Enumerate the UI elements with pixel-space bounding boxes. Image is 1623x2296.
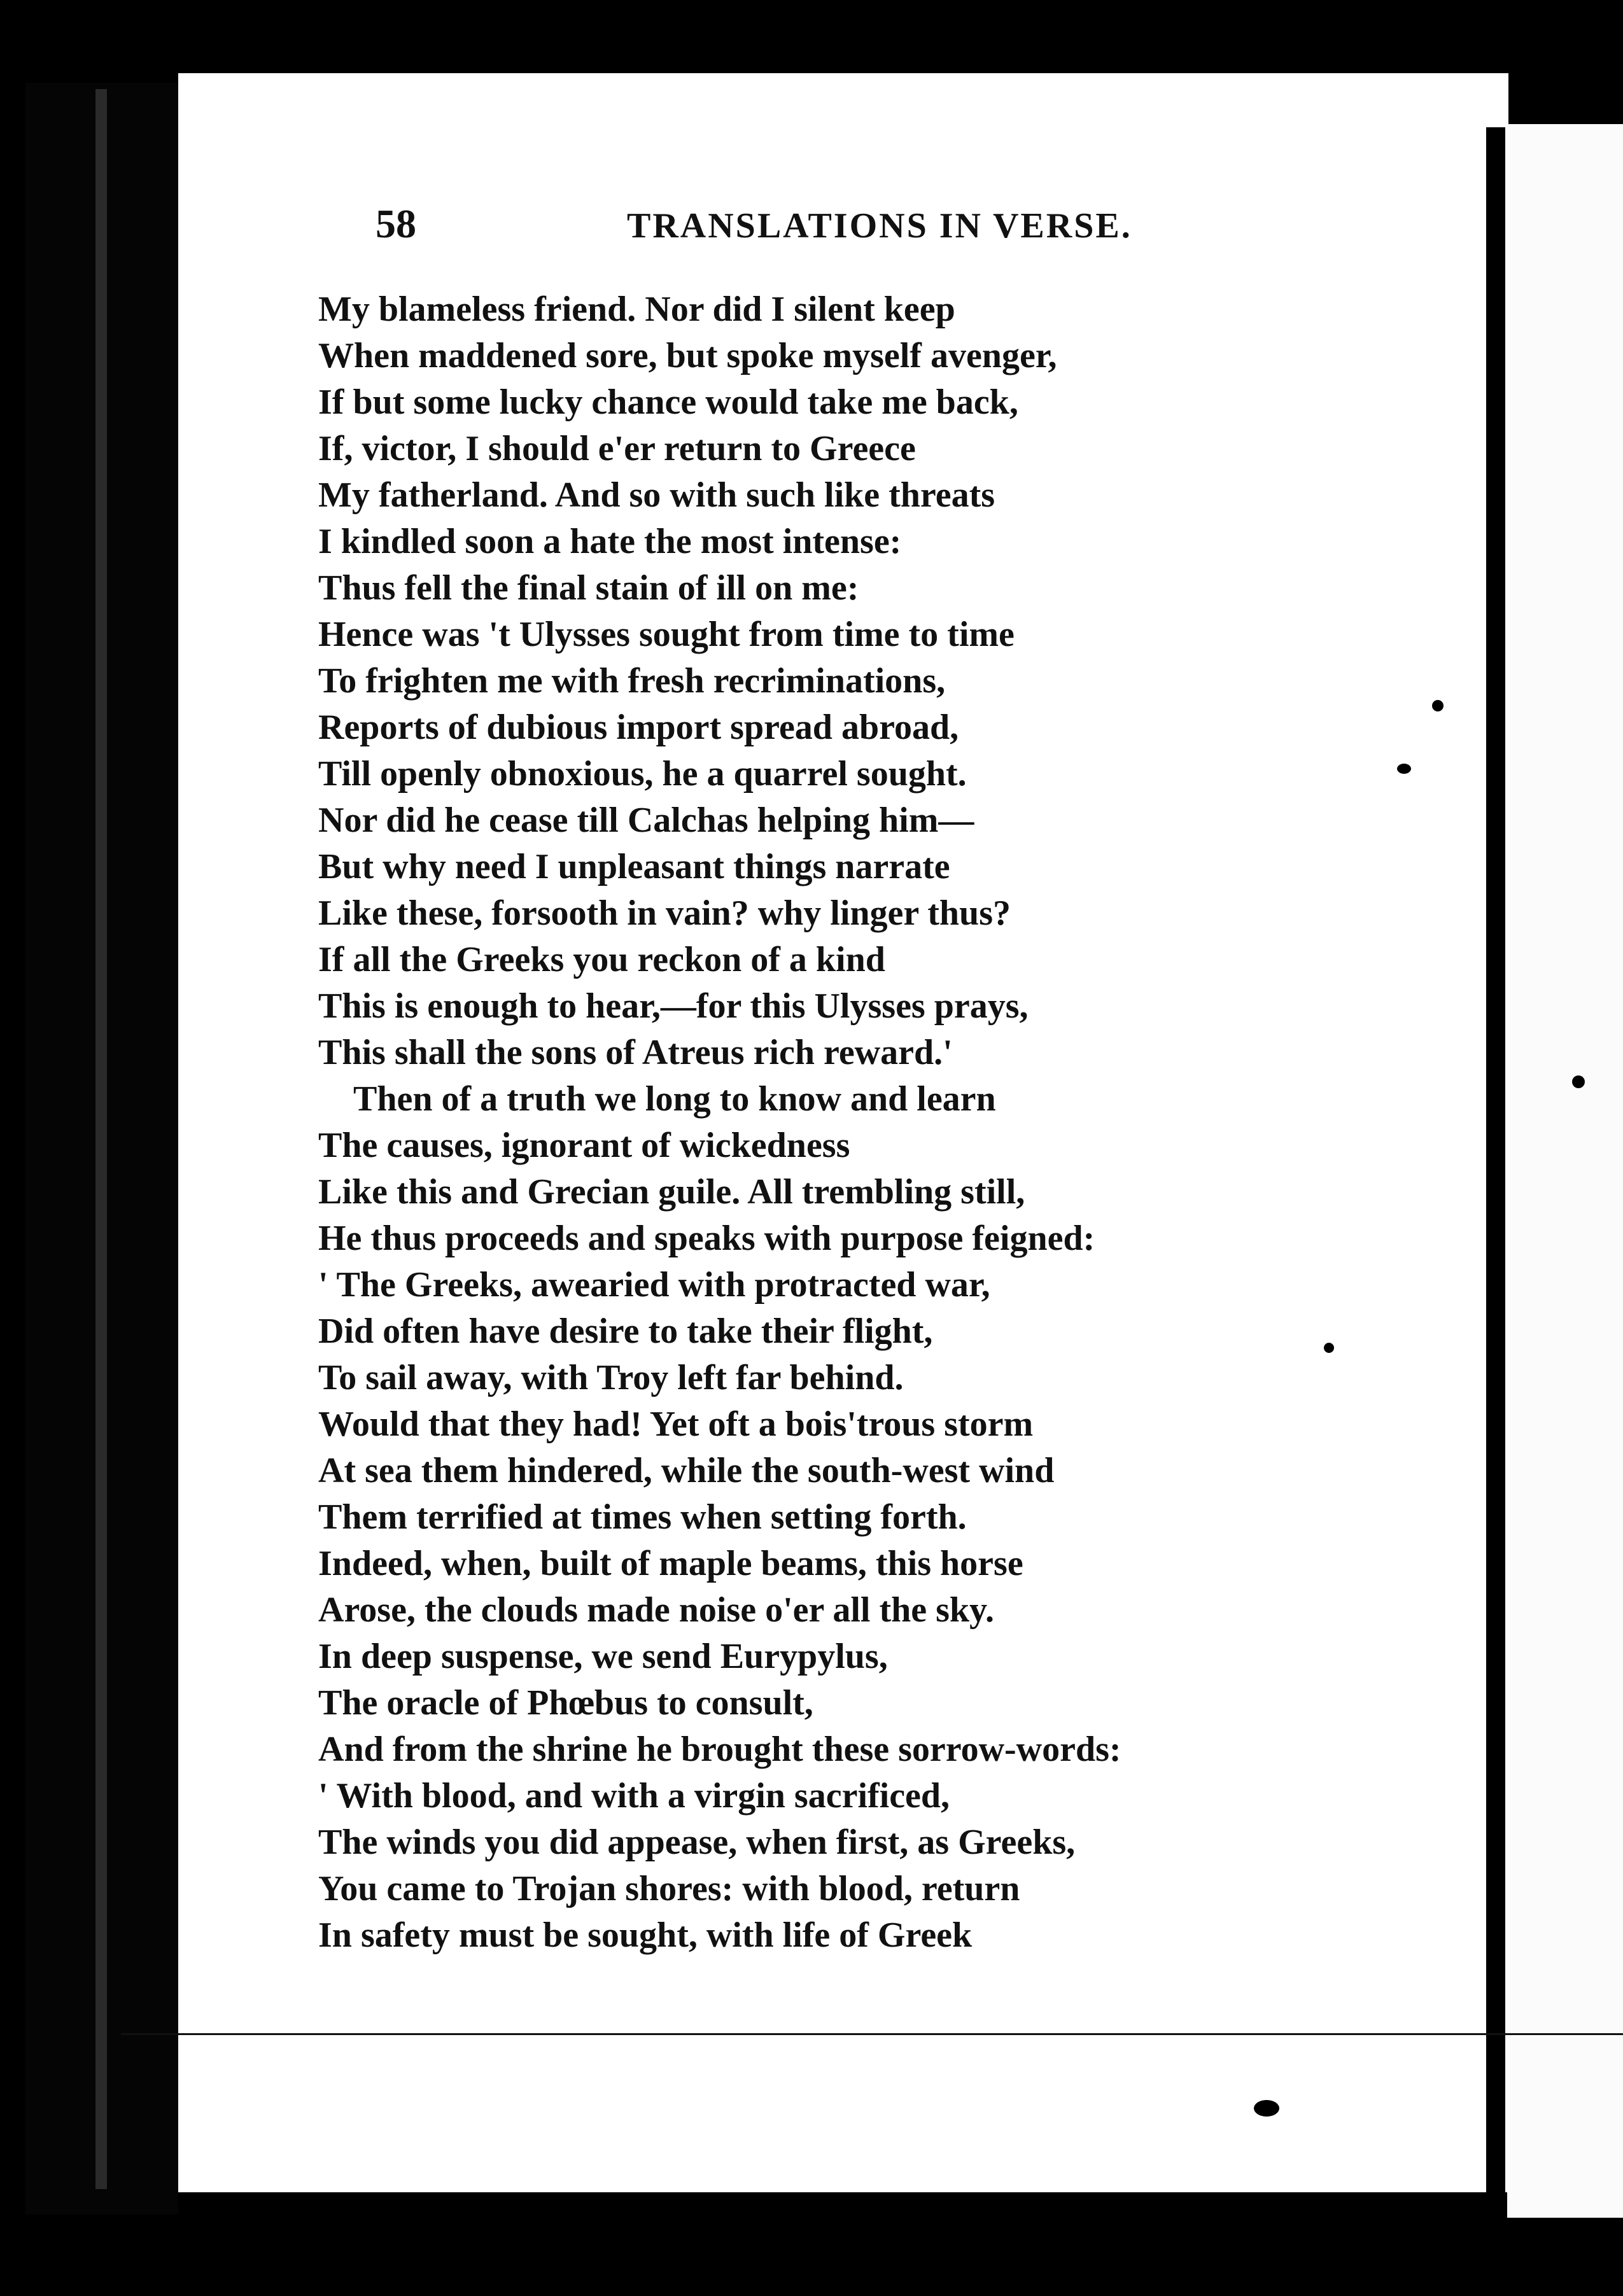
verse-line: Would that they had! Yet oft a bois'trous storm <box>318 1404 1034 1444</box>
verse-line: The winds you did appease, when first, as Greeks, <box>318 1823 1076 1862</box>
verse-line: Reports of dubious import spread abroad, <box>318 708 959 747</box>
verse-line: The causes, ignorant of wickedness <box>318 1126 850 1165</box>
verse-line: When maddened sore, but spoke myself avenger, <box>318 336 1057 375</box>
verse-body <box>318 286 1311 1959</box>
verse-line: My fatherland. And so with such like threats <box>318 475 995 515</box>
verse-line: Hence was 't Ulysses sought from time to time <box>318 615 1015 654</box>
running-head: TRANSLATIONS IN VERSE. <box>627 206 1132 246</box>
verse-line: Like this and Grecian guile. All trembling still, <box>318 1172 1025 1212</box>
verse-line: He thus proceeds and speaks with purpose feigned: <box>318 1219 1095 1258</box>
verse-line: And from the shrine he brought these sorrow-words: <box>318 1730 1121 1769</box>
verse-line: In safety must be sought, with life of Greek <box>318 1915 973 1955</box>
verse-line: But why need I unpleasant things narrate <box>318 847 950 886</box>
verse-line: To sail away, with Troy left far behind. <box>318 1358 904 1397</box>
verse-line: This is enough to hear,—for this Ulysses prays, <box>318 986 1029 1026</box>
verse-line: My blameless friend. Nor did I silent keep <box>318 290 955 329</box>
verse-line: ' The Greeks, awearied with protracted war, <box>318 1265 990 1305</box>
verse-line: You came to Trojan shores: with blood, return <box>318 1869 1020 1908</box>
verse-line: At sea them hindered, while the south-west wind <box>318 1451 1055 1490</box>
scan-bottom-rule <box>121 2033 1623 2035</box>
verse-line: Then of a truth we long to know and learn <box>353 1079 996 1119</box>
verse-line: Thus fell the final stain of ill on me: <box>318 568 859 608</box>
verse-line: Them terrified at times when setting forth. <box>318 1497 967 1537</box>
page-number: 58 <box>376 201 416 246</box>
verse-line: Indeed, when, built of maple beams, this horse <box>318 1544 1023 1583</box>
scan-speck <box>1432 700 1444 711</box>
verse-line: ' With blood, and with a virgin sacrificed, <box>318 1776 950 1816</box>
scan-speck <box>1397 764 1411 774</box>
page-header <box>376 200 1216 258</box>
verse-line: Did often have desire to take their flight, <box>318 1312 933 1351</box>
verse-line: If but some lucky chance would take me back, <box>318 382 1018 422</box>
verse-line: If all the Greeks you reckon of a kind <box>318 940 885 979</box>
verse-line: If, victor, I should e'er return to Greece <box>318 429 916 468</box>
verse-line: To frighten me with fresh recriminations, <box>318 661 946 701</box>
adjacent-page-edge <box>1507 124 1623 2218</box>
verse-line: Till openly obnoxious, he a quarrel sought. <box>318 754 967 794</box>
scan-speck <box>1254 2100 1279 2117</box>
verse-line: This shall the sons of Atreus rich reward.' <box>318 1033 953 1072</box>
verse-line: I kindled soon a hate the most intense: <box>318 522 902 561</box>
verse-line: The oracle of Phœbus to consult, <box>318 1683 813 1723</box>
verse-line: Nor did he cease till Calchas helping him— <box>318 801 974 840</box>
scan-speck <box>1572 1075 1585 1088</box>
scan-speck <box>1324 1343 1334 1353</box>
verse-line: In deep suspense, we send Eurypylus, <box>318 1637 888 1676</box>
verse-line: Arose, the clouds made noise o'er all the sky. <box>318 1590 994 1630</box>
page-gutter <box>1486 127 1505 2215</box>
verse-line: Like these, forsooth in vain? why linger thus? <box>318 893 1011 933</box>
binding-edge <box>95 89 107 2189</box>
